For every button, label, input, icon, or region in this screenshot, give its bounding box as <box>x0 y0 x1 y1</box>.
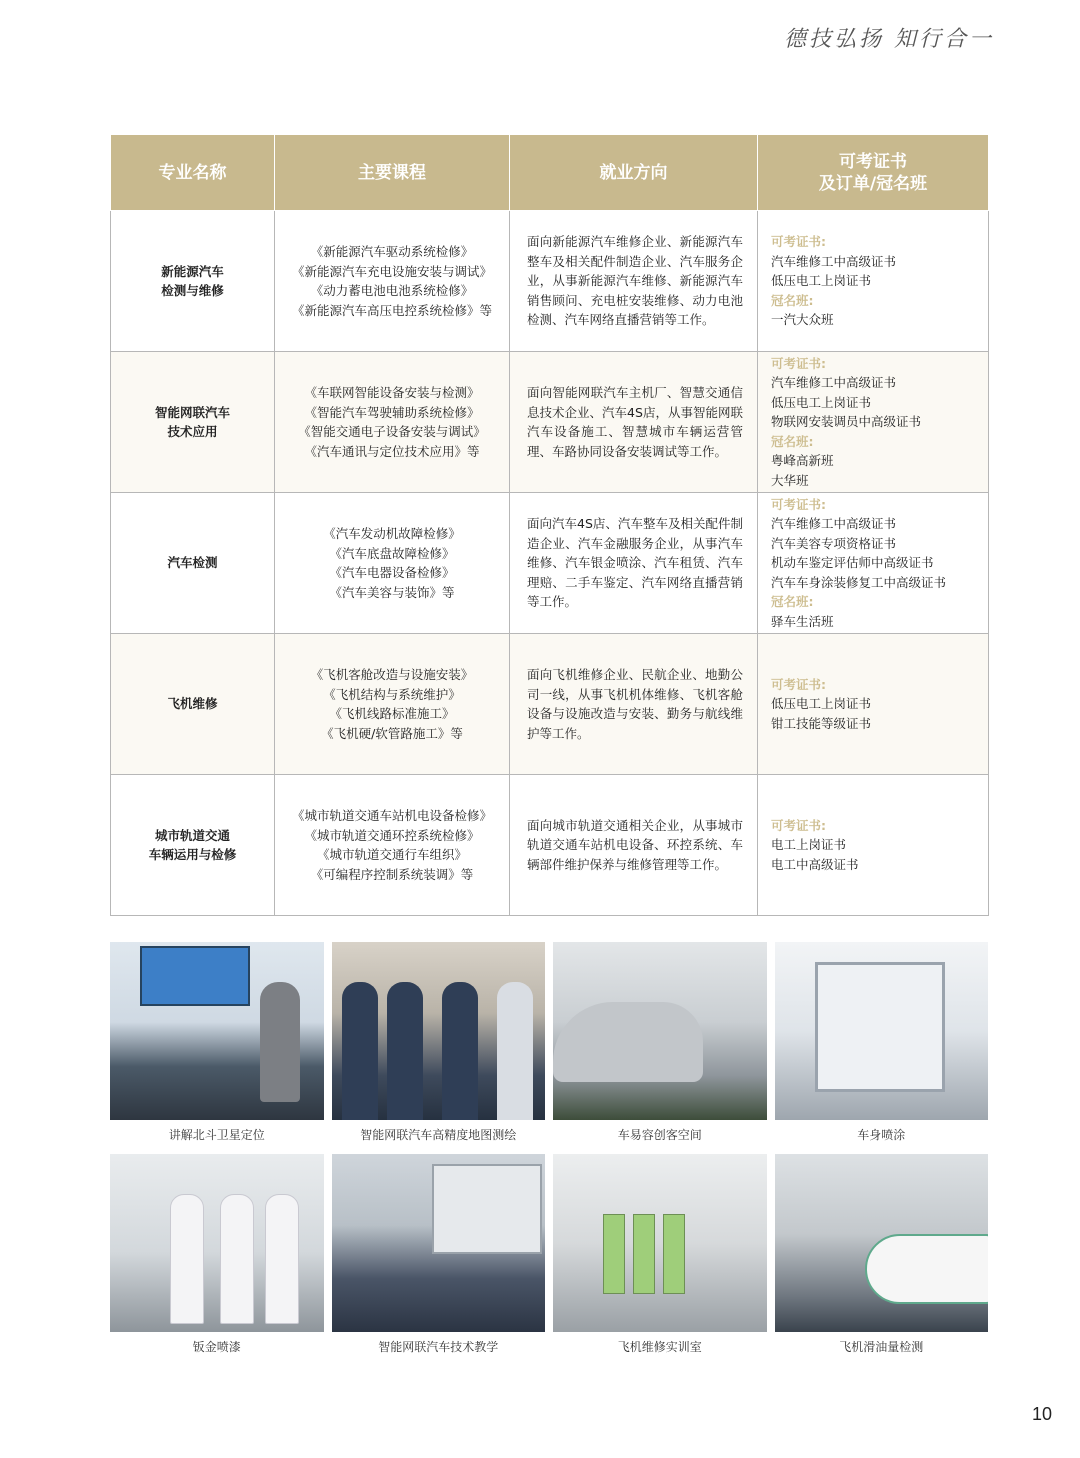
photo-card <box>110 1154 324 1354</box>
photo-card <box>553 942 767 1142</box>
majors-table <box>110 134 989 916</box>
photo-body-painting <box>775 942 989 1120</box>
car-shape <box>553 1002 703 1082</box>
cert-item: 汽车维修工中高级证书 <box>771 253 897 269</box>
major-name <box>111 775 275 916</box>
photo-card <box>775 1154 989 1354</box>
photo-hd-map-survey <box>332 942 546 1120</box>
person-shape <box>342 982 378 1120</box>
major-name-line1: 城市轨道交通 <box>154 827 230 843</box>
class-item: 一汽大众班 <box>771 312 834 328</box>
course-item: 《新能源汽车高压电控系统检修》等 <box>291 302 492 318</box>
course-item: 《汽车发动机故障检修》 <box>323 526 461 541</box>
photo-beidou-lecture <box>110 942 324 1120</box>
course-item: 《城市轨道交通行车组织》 <box>316 847 467 862</box>
major-name-line1: 新能源汽车 <box>161 263 224 279</box>
person-shape <box>442 982 478 1120</box>
major-name <box>111 493 275 634</box>
person-shape <box>220 1194 254 1324</box>
major-name <box>111 634 275 775</box>
photo-connected-vehicle-teaching <box>332 1154 546 1332</box>
photo-caption: 智能网联汽车技术教学 <box>378 1340 499 1354</box>
rack-shape <box>633 1214 655 1294</box>
rack-shape <box>603 1214 625 1294</box>
photo-card <box>332 942 546 1142</box>
major-certs <box>758 634 989 775</box>
course-item: 《动力蓄电池电池系统检修》 <box>310 283 474 298</box>
person-shape <box>387 982 423 1120</box>
photo-sheet-metal-spray <box>110 1154 324 1332</box>
photo-caption: 讲解北斗卫星定位 <box>168 1128 265 1142</box>
screen-shape <box>140 946 250 1006</box>
photo-card <box>553 1154 767 1354</box>
header-cert-line1: 可考证书 <box>839 151 907 172</box>
major-courses <box>275 211 510 352</box>
cert-item: 钳工技能等级证书 <box>771 715 872 731</box>
table-row <box>111 634 989 775</box>
course-item: 《汽车底盘故障检修》 <box>329 545 455 561</box>
major-courses <box>275 634 510 775</box>
person-shape <box>260 982 300 1102</box>
course-item: 《飞机结构与系统维护》 <box>323 686 461 702</box>
major-certs <box>758 775 989 916</box>
cert-heading: 可考证书: <box>771 676 826 692</box>
major-jobs: 面向城市轨道交通相关企业，从事城市轨道交通车站机电设备、环控系统、车辆部件维护保养与维修管理等工作。 <box>510 775 758 916</box>
photo-caption: 飞机维修实训室 <box>617 1340 702 1354</box>
major-name <box>111 211 275 352</box>
course-item: 《可编程序控制系统装调》等 <box>310 866 474 882</box>
photo-caption: 飞机滑油量检测 <box>839 1340 924 1354</box>
page-number: 10 <box>1031 1404 1052 1424</box>
photo-card <box>332 1154 546 1354</box>
cert-item: 机动车鉴定评估师中高级证书 <box>771 555 934 571</box>
plane-shape <box>865 1234 989 1304</box>
booth-shape <box>815 962 945 1092</box>
class-heading: 冠名班: <box>771 433 814 449</box>
major-jobs: 面向飞机维修企业、民航企业、地勤公司一线，从事飞机机体维修、飞机客舱设备与设施改造与安装、勤务与航线维护等工作。 <box>510 634 758 775</box>
cert-heading: 可考证书: <box>771 817 826 833</box>
photo-caption: 车身喷涂 <box>857 1128 906 1142</box>
major-name-line1: 飞机维修 <box>167 696 218 712</box>
cert-item: 低压电工上岗证书 <box>771 696 872 712</box>
photo-oil-check <box>775 1154 989 1332</box>
person-shape <box>170 1194 204 1324</box>
major-jobs: 面向智能网联汽车主机厂、智慧交通信息技术企业、汽车4S店，从事智能网联汽车设备施工、智慧城市车辆运营管理、车路协同设备安装调试等工作。 <box>510 352 758 493</box>
cert-item: 汽车车身涂装修复工中高级证书 <box>771 574 947 590</box>
course-item: 《汽车美容与装饰》等 <box>329 584 455 600</box>
cert-heading: 可考证书: <box>771 355 826 371</box>
major-name-line1: 汽车检测 <box>167 555 218 571</box>
class-heading: 冠名班: <box>771 594 814 610</box>
course-item: 《城市轨道交通车站机电设备检修》 <box>291 808 492 823</box>
person-shape <box>265 1194 299 1324</box>
course-item: 《新能源汽车驱动系统检修》 <box>310 244 474 259</box>
cert-item: 低压电工上岗证书 <box>771 273 872 289</box>
cert-item: 物联网安装调员中高级证书 <box>771 414 922 430</box>
class-item: 驿车生活班 <box>771 613 834 629</box>
header-cert-line2: 及订单/冠名班 <box>818 173 928 194</box>
course-item: 《飞机线路标准施工》 <box>329 706 455 721</box>
table-row <box>111 352 989 493</box>
cert-item: 低压电工上岗证书 <box>771 394 872 410</box>
photo-card <box>110 942 324 1142</box>
major-jobs: 面向新能源汽车维修企业、新能源汽车整车及相关配件制造企业、汽车服务企业，从事新能源汽车维修、新能源汽车销售顾问、充电桩安装维修、动力电池检测、汽车网络直播营销等工作。 <box>510 211 758 352</box>
photo-caption: 钣金喷漆 <box>192 1340 241 1354</box>
rack-shape <box>663 1214 685 1294</box>
photo-aircraft-lab <box>553 1154 767 1332</box>
major-name-line2: 车辆运用与检修 <box>148 847 237 862</box>
course-item: 《汽车电器设备检修》 <box>329 565 455 580</box>
table-row <box>111 211 989 352</box>
major-courses <box>275 352 510 493</box>
header-courses: 主要课程 <box>275 135 510 211</box>
class-item: 粤峰高新班 <box>771 453 834 469</box>
course-item: 《飞机客舱改造与设施安装》 <box>310 667 474 682</box>
course-item: 《智能汽车驾驶辅助系统检修》 <box>304 404 480 420</box>
photo-row <box>110 1154 988 1354</box>
board-shape <box>432 1164 542 1254</box>
major-courses <box>275 775 510 916</box>
cert-heading: 可考证书: <box>771 234 826 250</box>
cert-heading: 可考证书: <box>771 496 826 512</box>
course-item: 《飞机硬/软管路施工》等 <box>321 725 463 741</box>
course-item: 《汽车通讯与定位技术应用》等 <box>304 443 480 459</box>
major-jobs: 面向汽车4S店、汽车整车及相关配件制造企业、汽车金融服务企业，从事汽车维修、汽车银金喷涂、汽车租赁、汽车理赔、二手车鉴定、汽车网络直播营销等工作。 <box>510 493 758 634</box>
major-name-line2: 技术应用 <box>167 424 218 439</box>
photo-maker-space <box>553 942 767 1120</box>
cert-item: 电工中高级证书 <box>771 856 859 872</box>
header-jobs: 就业方向 <box>510 135 758 211</box>
course-item: 《智能交通电子设备安装与调试》 <box>298 424 486 439</box>
course-item: 《新能源汽车充电设施安装与调试》 <box>291 263 492 279</box>
class-item: 大华班 <box>771 472 809 488</box>
photo-row <box>110 942 988 1142</box>
person-shape <box>497 982 533 1120</box>
major-name <box>111 352 275 493</box>
major-courses <box>275 493 510 634</box>
table-header-row <box>111 135 989 211</box>
major-certs <box>758 493 989 634</box>
header-cert <box>758 135 989 211</box>
table-row <box>111 775 989 916</box>
major-certs <box>758 352 989 493</box>
major-name-line2: 检测与维修 <box>161 283 224 298</box>
photo-caption: 车易容创客空间 <box>617 1128 702 1142</box>
photo-card <box>775 942 989 1142</box>
photo-caption: 智能网联汽车高精度地图测绘 <box>360 1128 517 1142</box>
cert-item: 汽车维修工中高级证书 <box>771 375 897 391</box>
major-name-line1: 智能网联汽车 <box>154 404 230 420</box>
cert-item: 电工上岗证书 <box>771 837 847 853</box>
cert-item: 汽车维修工中高级证书 <box>771 516 897 532</box>
header-name: 专业名称 <box>111 135 275 211</box>
table-row <box>111 493 989 634</box>
course-item: 《城市轨道交通环控系统检修》 <box>304 827 480 843</box>
major-certs <box>758 211 989 352</box>
cert-item: 汽车美容专项资格证书 <box>771 535 897 551</box>
class-heading: 冠名班: <box>771 292 814 308</box>
course-item: 《车联网智能设备安装与检测》 <box>304 385 480 400</box>
page-motto: 德技弘扬 知行合一 <box>784 27 994 52</box>
photo-gallery <box>110 942 988 1366</box>
